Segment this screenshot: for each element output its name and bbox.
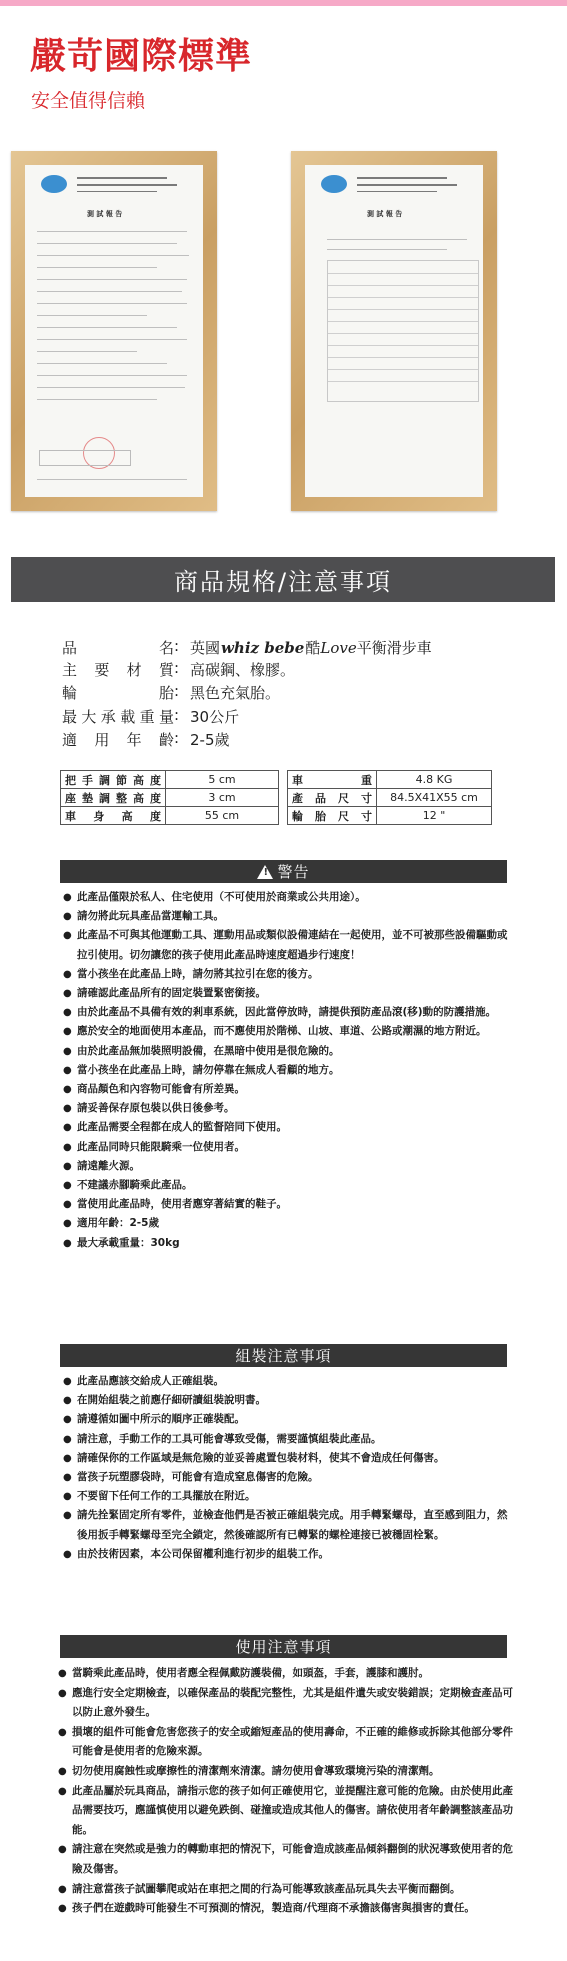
table-row: 輪胎尺寸 12 " [288,807,492,825]
inspection-seal-icon [41,175,67,193]
list-item: ● 此產品應該交給成人正確組裝。 [63,1372,513,1391]
list-item: ● 當孩子玩塑膠袋時，可能會有造成窒息傷害的危險。 [63,1468,513,1487]
spec-value: 高碳鋼、橡膠。 [190,661,296,679]
list-item: ● 由於此產品不具備有效的剎車系統，因此當停放時，請提供預防產品滾(移)動的防護措施。 [63,1003,513,1022]
table-row: 座墊調整高度 3 cm [61,789,279,807]
dimension-table-left [60,770,279,825]
list-item: ● 切勿使用腐蝕性或摩擦性的清潔劑來清潔。請勿使用會導致環境污染的清潔劑。 [58,1762,513,1782]
spec-section-header: 商品規格/注意事項 [11,557,555,602]
brand-logo: whiz bebe [221,639,305,657]
spec-label: 主要材質 [62,661,174,679]
usage-list [58,1664,513,1919]
list-item: ● 請注意當孩子試圖攀爬或站在車把之間的行為可能導致該產品玩具失去平衡而翻倒。 [58,1880,513,1900]
top-accent-bar [0,0,567,6]
spec-value: 黑色充氣胎。 [190,684,281,702]
list-item: ● 當騎乘此產品時，使用者應全程佩戴防護裝備，如頭盔，手套，護膝和護肘。 [58,1664,513,1684]
list-item: ● 商品顏色和內容物可能會有所差異。 [63,1080,513,1099]
list-item: ● 請遵循如圖中所示的順序正確裝配。 [63,1410,513,1429]
list-item: ● 此產品僅限於私人、住宅使用（不可使用於商業或公共用途）。 [63,888,513,907]
list-item: ● 請勿將此玩具產品當運輸工具。 [63,907,513,926]
list-item: ● 應於安全的地面使用本產品，而不應使用於階梯、山坡、車道、公路或潮濕的地方附近。 [63,1022,513,1041]
list-item: ● 當小孩坐在此產品上時，請勿將其拉引在您的後方。 [63,965,513,984]
results-table [327,260,479,402]
list-item: ● 請注意，手動工作的工具可能會導致受傷，需要謹慎組裝此產品。 [63,1430,513,1449]
list-item: ● 此產品屬於玩具商品，請指示您的孩子如何正確使用它，並提醒注意可能的危險。由於使用此產品需要技巧，應謹慎使用以避免跌倒、碰撞或造成其他人的傷害。請依使用者年齡調整該產品功能。 [58,1782,513,1841]
list-item: ● 當小孩坐在此產品上時，請勿停靠在無成人看顧的地方。 [63,1061,513,1080]
list-item: ● 孩子們在遊戲時可能發生不可預測的情況，製造商/代理商不承擔該傷害與損害的責任。 [58,1899,513,1919]
assembly-list [63,1372,513,1564]
list-item: ● 最大承載重量：30kg [63,1234,513,1253]
dimension-table-right [287,770,492,825]
table-row: 產品尺寸 84.5X41X55 cm [288,789,492,807]
certificate-frame-right [291,151,497,511]
table-row: 車身高度 55 cm [61,807,279,825]
report-title: 測 試 報 告 [87,210,123,218]
list-item: ● 當使用此產品時，使用者應穿著結實的鞋子。 [63,1195,513,1214]
list-item: ● 請確認此產品所有的固定裝置緊密銜接。 [63,984,513,1003]
certificate-paper [305,165,483,497]
list-item: ● 應進行安全定期檢查，以確保產品的裝配完整性，尤其是組件遺失或安裝錯誤；定期檢查產品可以防止意外發生。 [58,1684,513,1723]
certificate-paper [25,165,203,497]
spec-value: 30公斤 [190,708,240,726]
signature-box [39,450,131,466]
list-item: ● 由於技術因素，本公司保留權利進行初步的組裝工作。 [63,1545,513,1564]
list-item: ● 請先拴緊固定所有零件，並檢查他們是否被正確組裝完成。用手轉緊螺母，直至感到阻力，然後用扳手轉緊螺母至完全鎖定，然後確認所有已轉緊的螺栓連接已被穩固栓緊。 [63,1506,513,1544]
page-subtitle: 安全值得信賴 [31,90,146,112]
list-item: ● 請確保你的工作區域是無危險的並妥善處置包裝材料，使其不會造成任何傷害。 [63,1449,513,1468]
spec-label: 最大承載重量 [62,708,174,726]
list-item: ● 請妥善保存原包裝以供日後參考。 [63,1099,513,1118]
list-item: ● 不要留下任何工作的工具擺放在附近。 [63,1487,513,1506]
list-item: ● 此產品不可與其他運動工具、運動用品或類似設備連結在一起使用，並不可被那些設備驅動或拉引使用。切勿讓您的孩子使用此產品時速度超過步行速度！ [63,926,513,964]
list-item: ● 損壞的組件可能會危害您孩子的安全或縮短產品的使用壽命，不正確的維修或拆除其他部分零件可能會是使用者的危險來源。 [58,1723,513,1762]
usage-header: 使用注意事項 [60,1635,507,1658]
spec-value: 2-5歲 [190,731,230,749]
warning-header: ! 警告 [60,860,507,883]
list-item: ● 此產品同時只能限騎乘一位使用者。 [63,1138,513,1157]
table-row: 車重 4.8 KG [288,771,492,789]
page-title: 嚴苛國際標準 [30,36,253,77]
list-item: ● 不建議赤腳騎乘此產品。 [63,1176,513,1195]
list-item: ● 適用年齡：2-5歲 [63,1214,513,1233]
inspection-seal-icon [321,175,347,193]
spec-value: 英國whiz bebe酷Love平衡滑步車 [190,639,432,657]
list-item: ● 此產品需要全程都在成人的監督陪同下使用。 [63,1118,513,1137]
assembly-header: 組裝注意事項 [60,1344,507,1367]
list-item: ● 由於此產品無加裝照明設備，在黑暗中使用是很危險的。 [63,1042,513,1061]
list-item: ● 請遠離火源。 [63,1157,513,1176]
spec-label: 適用年齡 [62,731,174,749]
spec-label: 品名 [62,639,174,657]
report-title: 測 試 報 告 [367,210,403,218]
warning-list [63,888,513,1253]
warning-icon [257,865,273,879]
table-row: 把手調節高度 5 cm [61,771,279,789]
list-item: ● 在開始組裝之前應仔細研讀組裝說明書。 [63,1391,513,1410]
spec-label: 輪胎 [62,684,174,702]
certificate-frame-left [11,151,217,511]
list-item: ● 請注意在突然或是強力的轉動車把的情況下，可能會造成該產品傾斜翻倒的狀況導致使用者的危險及傷害。 [58,1840,513,1879]
